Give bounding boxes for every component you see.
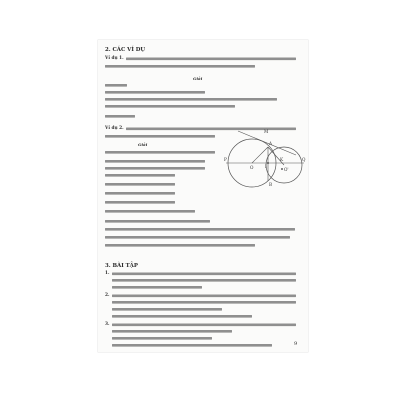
point-k bbox=[281, 168, 283, 170]
page-number: 9 bbox=[294, 341, 298, 347]
label-b: B bbox=[269, 182, 273, 187]
exercise-1-number: 1. bbox=[105, 271, 110, 276]
textbook-page bbox=[98, 40, 308, 352]
label-a: A bbox=[269, 141, 273, 146]
label-m: M bbox=[264, 129, 269, 134]
exercise-3-number: 3. bbox=[105, 322, 110, 327]
section-title-exercises: 3. BÀI TẬP bbox=[105, 263, 138, 269]
example-2-label: Ví dụ 2. bbox=[105, 126, 124, 131]
example-2-solution-label: Giải bbox=[138, 142, 148, 147]
example-1-label: Ví dụ 1. bbox=[105, 56, 124, 61]
body-text-lines bbox=[98, 40, 308, 352]
label-k: K bbox=[280, 157, 284, 162]
segment-ao bbox=[252, 147, 268, 163]
point-i bbox=[267, 162, 269, 164]
section-title-examples: 2. CÁC VÍ DỤ bbox=[105, 47, 146, 53]
label-q: Q bbox=[302, 157, 306, 162]
label-i: I bbox=[265, 164, 267, 169]
line-through-m bbox=[238, 131, 296, 155]
label-o-prime: O' bbox=[284, 167, 289, 172]
example-1-solution-label: Giải bbox=[193, 76, 203, 81]
exercise-2-number: 2. bbox=[105, 293, 110, 298]
label-o: O bbox=[250, 165, 254, 170]
geometry-figure bbox=[224, 125, 308, 195]
label-p: P bbox=[224, 157, 227, 162]
